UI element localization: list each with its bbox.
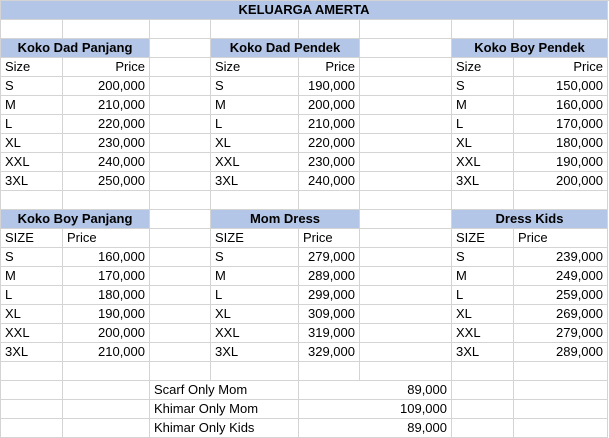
empty-cell[interactable]: [63, 362, 150, 381]
size-cell[interactable]: M: [211, 267, 299, 286]
size-cell[interactable]: 3XL: [1, 343, 63, 362]
size-header[interactable]: Size: [211, 58, 299, 77]
price-cell[interactable]: 200,000: [63, 77, 150, 96]
size-cell[interactable]: M: [1, 96, 63, 115]
size-cell[interactable]: L: [211, 286, 299, 305]
empty-cell[interactable]: [150, 305, 211, 324]
size-cell[interactable]: XL: [1, 305, 63, 324]
price-cell[interactable]: 200,000: [514, 172, 608, 191]
empty-cell[interactable]: [63, 419, 150, 438]
price-cell[interactable]: 210,000: [63, 96, 150, 115]
size-cell[interactable]: M: [1, 267, 63, 286]
size-cell[interactable]: XXL: [1, 324, 63, 343]
size-cell[interactable]: 3XL: [211, 343, 299, 362]
empty-cell[interactable]: [360, 305, 452, 324]
size-cell[interactable]: S: [452, 248, 514, 267]
price-cell[interactable]: 230,000: [299, 153, 360, 172]
extra-item-price[interactable]: 89,000: [299, 419, 452, 438]
empty-cell[interactable]: [150, 229, 211, 248]
table-title[interactable]: Mom Dress: [211, 210, 360, 229]
empty-cell[interactable]: [360, 210, 452, 229]
empty-cell[interactable]: [360, 96, 452, 115]
empty-cell[interactable]: [150, 343, 211, 362]
price-cell[interactable]: 170,000: [63, 267, 150, 286]
price-cell[interactable]: 279,000: [514, 324, 608, 343]
empty-cell[interactable]: [514, 362, 608, 381]
price-cell[interactable]: 220,000: [299, 134, 360, 153]
empty-cell[interactable]: [452, 20, 514, 39]
empty-cell[interactable]: [360, 134, 452, 153]
price-header[interactable]: Price: [514, 58, 608, 77]
empty-cell[interactable]: [452, 419, 514, 438]
table-title[interactable]: Koko Boy Panjang: [1, 210, 150, 229]
size-cell[interactable]: 3XL: [1, 172, 63, 191]
price-cell[interactable]: 240,000: [63, 153, 150, 172]
empty-cell[interactable]: [150, 39, 211, 58]
empty-cell[interactable]: [360, 115, 452, 134]
empty-cell[interactable]: [150, 362, 211, 381]
empty-cell[interactable]: [514, 400, 608, 419]
empty-cell[interactable]: [211, 362, 299, 381]
empty-cell[interactable]: [150, 324, 211, 343]
size-cell[interactable]: L: [211, 115, 299, 134]
table-title[interactable]: Koko Dad Panjang: [1, 39, 150, 58]
extra-item-label[interactable]: Scarf Only Mom: [150, 381, 299, 400]
size-cell[interactable]: L: [452, 286, 514, 305]
size-cell[interactable]: S: [211, 77, 299, 96]
empty-cell[interactable]: [514, 20, 608, 39]
price-cell[interactable]: 279,000: [299, 248, 360, 267]
size-cell[interactable]: XXL: [452, 153, 514, 172]
empty-cell[interactable]: [150, 20, 211, 39]
price-cell[interactable]: 190,000: [514, 153, 608, 172]
size-cell[interactable]: XL: [452, 305, 514, 324]
size-header[interactable]: Size: [1, 58, 63, 77]
empty-cell[interactable]: [150, 58, 211, 77]
price-cell[interactable]: 180,000: [514, 134, 608, 153]
empty-cell[interactable]: [211, 191, 299, 210]
empty-cell[interactable]: [360, 58, 452, 77]
size-cell[interactable]: XL: [211, 305, 299, 324]
price-cell[interactable]: 250,000: [63, 172, 150, 191]
price-header[interactable]: Price: [63, 58, 150, 77]
size-cell[interactable]: M: [211, 96, 299, 115]
size-header[interactable]: SIZE: [211, 229, 299, 248]
price-header[interactable]: Price: [299, 58, 360, 77]
price-cell[interactable]: 190,000: [63, 305, 150, 324]
table-title[interactable]: Dress Kids: [452, 210, 608, 229]
size-cell[interactable]: XXL: [211, 324, 299, 343]
price-cell[interactable]: 309,000: [299, 305, 360, 324]
extra-item-price[interactable]: 109,000: [299, 400, 452, 419]
price-cell[interactable]: 329,000: [299, 343, 360, 362]
size-cell[interactable]: 3XL: [452, 172, 514, 191]
empty-cell[interactable]: [360, 286, 452, 305]
size-cell[interactable]: M: [452, 267, 514, 286]
price-cell[interactable]: 150,000: [514, 77, 608, 96]
empty-cell[interactable]: [360, 343, 452, 362]
size-cell[interactable]: S: [1, 248, 63, 267]
size-cell[interactable]: 3XL: [452, 343, 514, 362]
empty-cell[interactable]: [150, 77, 211, 96]
size-cell[interactable]: XL: [1, 134, 63, 153]
size-cell[interactable]: XXL: [1, 153, 63, 172]
empty-cell[interactable]: [1, 191, 63, 210]
size-cell[interactable]: XL: [211, 134, 299, 153]
empty-cell[interactable]: [452, 381, 514, 400]
size-cell[interactable]: XL: [452, 134, 514, 153]
empty-cell[interactable]: [360, 324, 452, 343]
empty-cell[interactable]: [150, 191, 211, 210]
empty-cell[interactable]: [150, 134, 211, 153]
size-cell[interactable]: L: [452, 115, 514, 134]
empty-cell[interactable]: [514, 381, 608, 400]
empty-cell[interactable]: [360, 20, 452, 39]
size-header[interactable]: SIZE: [452, 229, 514, 248]
extra-item-price[interactable]: 89,000: [299, 381, 452, 400]
empty-cell[interactable]: [1, 20, 63, 39]
empty-cell[interactable]: [452, 362, 514, 381]
price-cell[interactable]: 239,000: [514, 248, 608, 267]
size-cell[interactable]: S: [211, 248, 299, 267]
empty-cell[interactable]: [452, 191, 514, 210]
price-header[interactable]: Price: [63, 229, 150, 248]
size-header[interactable]: Size: [452, 58, 514, 77]
empty-cell[interactable]: [211, 20, 299, 39]
empty-cell[interactable]: [150, 248, 211, 267]
size-cell[interactable]: M: [452, 96, 514, 115]
empty-cell[interactable]: [150, 286, 211, 305]
empty-cell[interactable]: [150, 153, 211, 172]
empty-cell[interactable]: [150, 115, 211, 134]
price-cell[interactable]: 249,000: [514, 267, 608, 286]
price-cell[interactable]: 299,000: [299, 286, 360, 305]
empty-cell[interactable]: [360, 362, 452, 381]
empty-cell[interactable]: [360, 172, 452, 191]
size-cell[interactable]: XXL: [211, 153, 299, 172]
empty-cell[interactable]: [360, 229, 452, 248]
empty-cell[interactable]: [1, 381, 63, 400]
empty-cell[interactable]: [63, 400, 150, 419]
price-cell[interactable]: 200,000: [63, 324, 150, 343]
empty-cell[interactable]: [360, 77, 452, 96]
price-cell[interactable]: 319,000: [299, 324, 360, 343]
empty-cell[interactable]: [299, 20, 360, 39]
price-cell[interactable]: 240,000: [299, 172, 360, 191]
empty-cell[interactable]: [63, 381, 150, 400]
price-cell[interactable]: 210,000: [299, 115, 360, 134]
price-cell[interactable]: 210,000: [63, 343, 150, 362]
price-cell[interactable]: 269,000: [514, 305, 608, 324]
empty-cell[interactable]: [360, 153, 452, 172]
price-header[interactable]: Price: [514, 229, 608, 248]
empty-cell[interactable]: [360, 248, 452, 267]
empty-cell[interactable]: [360, 267, 452, 286]
size-cell[interactable]: L: [1, 115, 63, 134]
empty-cell[interactable]: [299, 191, 360, 210]
size-cell[interactable]: S: [1, 77, 63, 96]
price-cell[interactable]: 170,000: [514, 115, 608, 134]
price-cell[interactable]: 190,000: [299, 77, 360, 96]
price-cell[interactable]: 160,000: [514, 96, 608, 115]
empty-cell[interactable]: [452, 400, 514, 419]
price-cell[interactable]: 289,000: [514, 343, 608, 362]
empty-cell[interactable]: [150, 267, 211, 286]
size-cell[interactable]: 3XL: [211, 172, 299, 191]
extra-item-label[interactable]: Khimar Only Kids: [150, 419, 299, 438]
empty-cell[interactable]: [1, 419, 63, 438]
price-cell[interactable]: 220,000: [63, 115, 150, 134]
size-cell[interactable]: S: [452, 77, 514, 96]
size-header[interactable]: SIZE: [1, 229, 63, 248]
price-header[interactable]: Price: [299, 229, 360, 248]
size-cell[interactable]: XXL: [452, 324, 514, 343]
table-title[interactable]: Koko Dad Pendek: [211, 39, 360, 58]
empty-cell[interactable]: [514, 419, 608, 438]
empty-cell[interactable]: [360, 39, 452, 58]
price-cell[interactable]: 180,000: [63, 286, 150, 305]
price-cell[interactable]: 259,000: [514, 286, 608, 305]
price-cell[interactable]: 160,000: [63, 248, 150, 267]
price-cell[interactable]: 230,000: [63, 134, 150, 153]
empty-cell[interactable]: [1, 400, 63, 419]
empty-cell[interactable]: [150, 172, 211, 191]
empty-cell[interactable]: [1, 362, 63, 381]
empty-cell[interactable]: [150, 210, 211, 229]
extra-item-label[interactable]: Khimar Only Mom: [150, 400, 299, 419]
price-cell[interactable]: 289,000: [299, 267, 360, 286]
empty-cell[interactable]: [299, 362, 360, 381]
empty-cell[interactable]: [360, 191, 452, 210]
empty-cell[interactable]: [63, 191, 150, 210]
table-title[interactable]: Koko Boy Pendek: [452, 39, 608, 58]
size-cell[interactable]: L: [1, 286, 63, 305]
empty-cell[interactable]: [63, 20, 150, 39]
price-cell[interactable]: 200,000: [299, 96, 360, 115]
empty-cell[interactable]: [514, 191, 608, 210]
empty-cell[interactable]: [150, 96, 211, 115]
sheet-title[interactable]: KELUARGA AMERTA: [1, 1, 608, 20]
